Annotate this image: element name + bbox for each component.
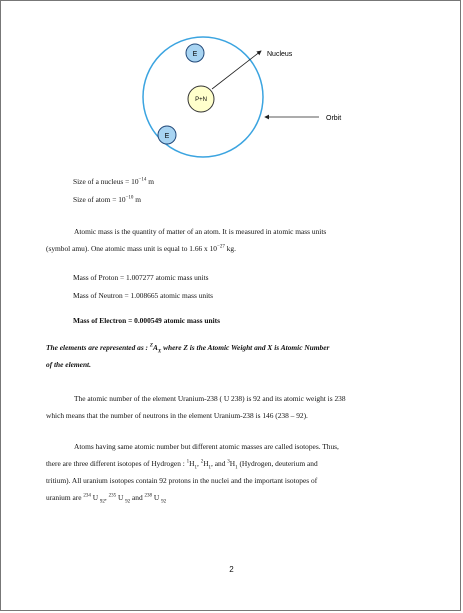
nucleus-arrow (212, 51, 261, 89)
atomic-mass-paragraph: Atomic mass is the quantity of matter of an atom. It is measured in atomic mass units (symbol amu). One atomic mass unit is equal to 1.66 x $10^{-27}$ kg. (46, 227, 327, 253)
uranium-paragraph: The atomic number of the element Uranium-238 ( U 238) is 92 and its atomic weight is 238 which means that the number of neutrons in the element Uranium-238 is 146 (238 – 92). (46, 394, 346, 420)
page-number: 2 (229, 565, 234, 574)
isotopes-paragraph: Atoms having same atomic number but different atomic masses are called isotopes. Thus, there are three different isotopes of Hydrogen : $^1H_1$, $^2H_1$, and $^3H_1$ (Hydrogen, deuterium and tritium). All uranium isotopes contain 92 protons in the nuclei and the important isotopes of uranium are $^{234}$ U $_{92}$, $^{235}$ U $_{92}$ and $^{238}$ U $_{92}$ (46, 442, 339, 505)
representation-paragraph: The elements are represented as : $^ZA_X$ where Z is the Atomic Weight and X is Atomic Number of the element. (46, 343, 330, 369)
orbit-label: Orbit (326, 115, 342, 122)
electron-bottom-label: E (164, 133, 170, 140)
electron-mass: Mass of Electron = 0.000549 atomic mass units (73, 316, 220, 325)
electron-top-label: E (192, 51, 198, 58)
atom-diagram (1, 1, 462, 181)
atom-size: Size of atom = $10^{-10}$ m (73, 195, 142, 204)
neutron-mass: Mass of Neutron = 1.008665 atomic mass units (73, 291, 214, 300)
nucleus-label: Nucleus (267, 51, 293, 58)
nucleus-core-label: P+N (195, 97, 207, 103)
proton-mass: Mass of Proton = 1.007277 atomic mass units (73, 273, 209, 282)
nucleus-size: Size of a nucleus = $10^{-14}$ m (73, 177, 154, 186)
